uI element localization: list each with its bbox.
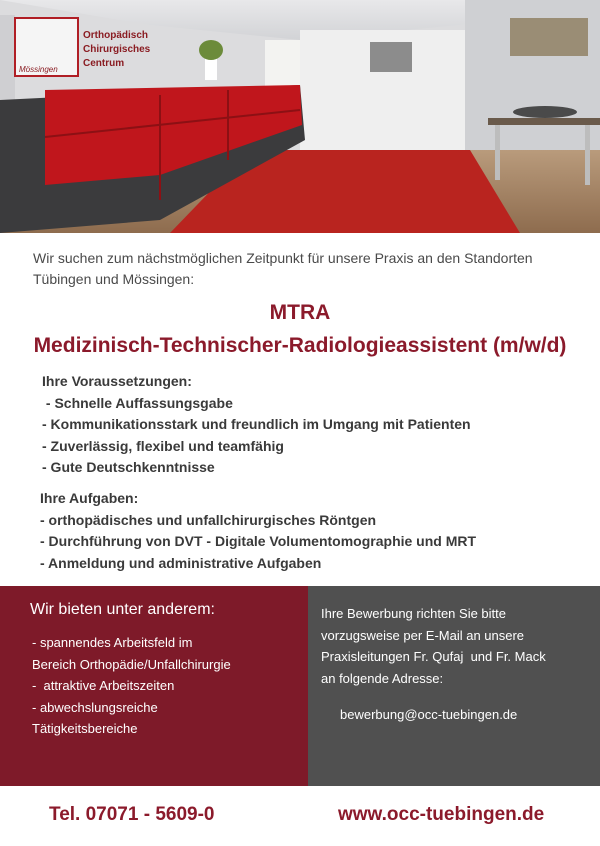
task-item: - Anmeldung und administrative Aufgaben xyxy=(40,554,322,571)
offer-list xyxy=(32,632,231,740)
application-text xyxy=(321,603,591,689)
reception-photo xyxy=(0,0,600,233)
intro-text: Wir suchen zum nächstmöglichen Zeitpunkt für unsere Praxis an den Standorten Tübingen und Mössingen: xyxy=(33,250,533,287)
requirements-heading: Ihre Voraussetzungen: xyxy=(42,373,192,389)
reception-illustration xyxy=(0,0,600,233)
sign-location: Mössingen xyxy=(19,65,58,74)
sign-line-3: Centrum xyxy=(83,58,125,69)
requirement-item: - Kommunikationsstark und freundlich im Umgang mit Patienten xyxy=(42,416,471,432)
footer-website: www.occ-tuebingen.de xyxy=(338,804,545,825)
footer-phone: Tel. 07071 - 5609-0 xyxy=(49,804,215,825)
offer-line: - attraktive Arbeitszeiten xyxy=(32,678,175,693)
application-line: an folgende Adresse: xyxy=(321,670,444,686)
job-subtitle: Medizinisch-Technischer-Radiologieassistent (m/w/d) xyxy=(33,334,567,357)
sign-line-1: Orthopädisch xyxy=(83,30,149,41)
offer-line: Bereich Orthopädie/Unfallchirurgie xyxy=(32,656,231,672)
job-title: MTRA xyxy=(269,301,331,324)
offer-line: Tätigkeitsbereiche xyxy=(32,721,138,736)
requirement-item: - Gute Deutschkenntnisse xyxy=(42,459,215,475)
application-line: vorzugsweise per E-Mail an unsere xyxy=(321,627,525,643)
offer-line: - spannendes Arbeitsfeld im xyxy=(32,635,193,650)
offer-line: - abwechslungsreiche xyxy=(32,699,158,715)
requirements-section xyxy=(42,371,471,479)
application-email: bewerbung@occ-tuebingen.de xyxy=(340,707,518,722)
tasks-section xyxy=(40,488,476,574)
task-item: - Durchführung von DVT - Digitale Volumentomographie und MRT xyxy=(40,533,477,549)
requirement-item: - Schnelle Auffassungsgabe xyxy=(42,394,233,411)
requirement-item: - Zuverlässig, flexibel und teamfähig xyxy=(42,437,284,454)
task-item: - orthopädisches und unfallchirurgisches Röntgen xyxy=(40,511,377,528)
sign-line-2: Chirurgisches xyxy=(83,44,151,55)
application-line: Ihre Bewerbung richten Sie bitte xyxy=(321,606,506,621)
tasks-heading: Ihre Aufgaben: xyxy=(40,490,139,506)
application-line: Praxisleitungen Fr. Qufaj und Fr. Mack xyxy=(321,649,546,664)
offer-heading: Wir bieten unter anderem: xyxy=(30,601,215,618)
